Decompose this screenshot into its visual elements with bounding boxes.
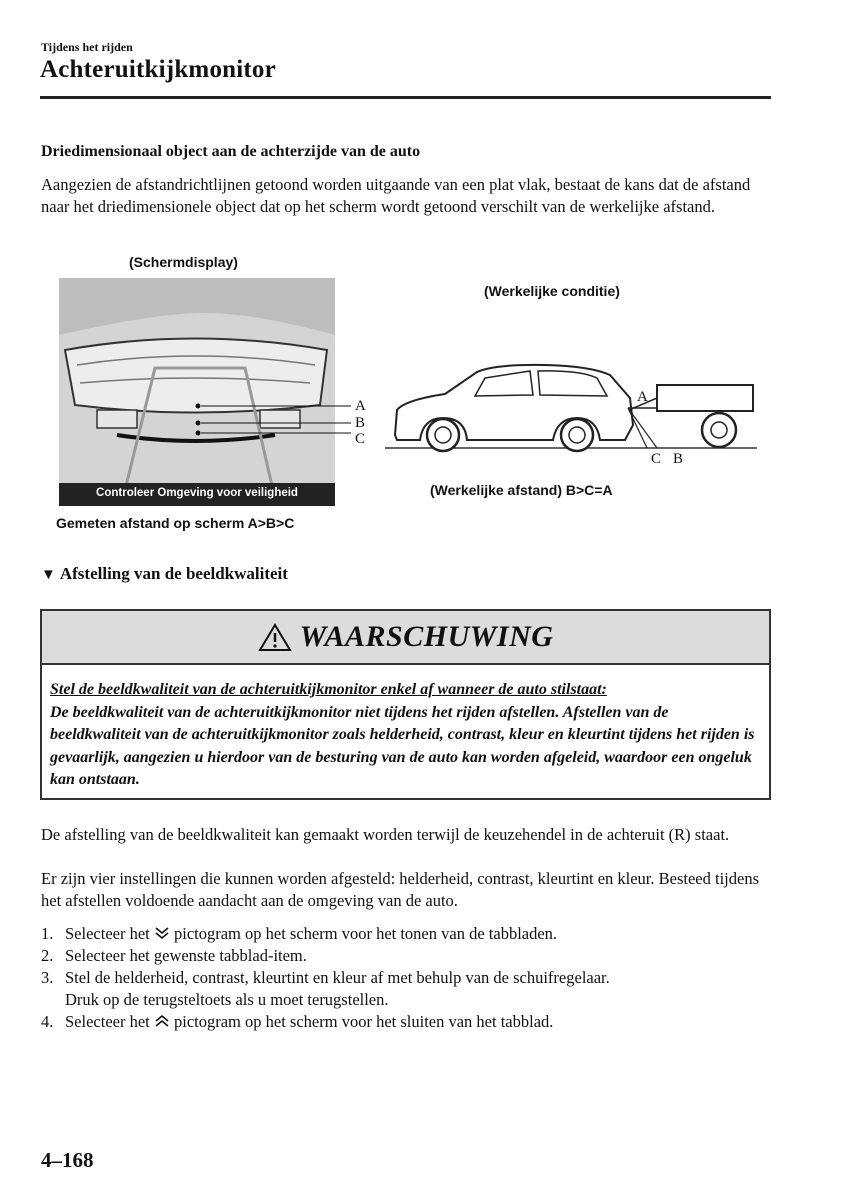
right-light xyxy=(260,410,300,428)
step-number: 3. xyxy=(41,968,54,987)
subheading-image-quality xyxy=(41,564,288,584)
chevron-double-down-icon xyxy=(154,926,170,940)
warning-lead: Stel de beeldkwaliteit van de achteruitkijkmonitor enkel af wanneer de auto stilstaat: xyxy=(50,681,607,698)
list-item xyxy=(41,923,771,945)
bumper-outline xyxy=(65,339,327,413)
warning-body: De beeldkwaliteit van de achteruitkijkmonitor niet tijdens het rijden afstellen. Afstellen van de beeldkwaliteit van de achteruitkijkmonitor zoals helderheid, contrast, kleur en kleurtint tijdens het rijden is gevaarlijk, aangezien u hierdoor van de besturing van de auto kan worden afgeleid, waardoor een ongeluk kan ontstaan. xyxy=(50,703,755,788)
label-c-actual: C xyxy=(651,451,662,467)
screen-display-title: (Schermdisplay) xyxy=(129,254,238,270)
warning-box xyxy=(40,609,771,800)
paragraph-adjustment: De afstelling van de beeldkwaliteit kan gemaakt worden terwijl de keuzehendel in de achteruit (R) staat. xyxy=(41,825,730,844)
front-hub xyxy=(435,427,451,443)
trailer-hub xyxy=(711,422,727,438)
actual-caption: (Werkelijke afstand) B>C=A xyxy=(430,482,613,498)
page-title: Achteruitkijkmonitor xyxy=(40,56,276,83)
actual-condition-illustration xyxy=(385,350,765,460)
point-c xyxy=(196,431,201,436)
left-light xyxy=(97,410,137,428)
step-text: Selecteer het gewenste tabblad-item. xyxy=(65,946,307,965)
subheading-3d-object: Driedimensionaal object aan de achterzijde van de auto xyxy=(41,143,421,160)
label-a-screen: A xyxy=(355,398,366,414)
label-c-screen: C xyxy=(355,431,366,447)
warning-title: WAARSCHUWING xyxy=(299,620,554,653)
step-text: Stel de helderheid, contrast, kleurtint en kleur af met behulp van de schuifregelaar. xyxy=(65,968,610,987)
step-continuation: Druk op de terugsteltoets als u moet terugstellen. xyxy=(65,990,389,1009)
list-item xyxy=(41,1011,771,1033)
step-number: 4. xyxy=(41,1012,54,1031)
section-label: Tijdens het rijden xyxy=(41,40,133,54)
page-number: 4–168 xyxy=(41,1148,94,1172)
list-item xyxy=(41,945,771,967)
chevron-double-up-icon xyxy=(154,1014,170,1028)
step-number: 1. xyxy=(41,924,54,943)
step-text xyxy=(65,923,557,945)
warning-text xyxy=(50,679,762,792)
paragraph-3d-object: Aangezien de afstandrichtlijnen getoond worden uitgaande van een plat vlak, bestaat de kans dat de afstand naar het driedimensionele object dat op het scherm wordt getoond verschilt van de werkelijke afstand. xyxy=(41,175,751,216)
label-a-actual: A xyxy=(637,389,648,405)
label-b-actual: B xyxy=(673,451,684,467)
step-text xyxy=(65,1011,553,1033)
trailer-box xyxy=(657,385,753,411)
subheading-image-quality-text: Afstelling van de beeldkwaliteit xyxy=(59,564,288,583)
title-divider xyxy=(40,96,771,99)
warning-header xyxy=(42,611,769,665)
step-number: 2. xyxy=(41,946,54,965)
rear-hub xyxy=(569,427,585,443)
point-b xyxy=(196,421,201,426)
warning-triangle-icon xyxy=(258,622,292,652)
step-text-pre: Selecteer het xyxy=(65,924,150,943)
screen-display-illustration xyxy=(55,275,385,510)
actual-condition-title: (Werkelijke conditie) xyxy=(484,283,620,299)
point-a xyxy=(196,404,201,409)
step-text-pre: Selecteer het xyxy=(65,1012,150,1031)
list-item xyxy=(41,967,771,989)
triangle-down-icon: ▼ xyxy=(41,567,56,583)
paragraph-settings: Er zijn vier instellingen die kunnen worden afgesteld: helderheid, contrast, kleurtint en kleur. Besteed tijdens het afstellen voldoende aandacht aan de omgeving van de auto. xyxy=(41,869,759,910)
screen-caption: Gemeten afstand op scherm A>B>C xyxy=(56,515,295,531)
screen-banner-text: Controleer Omgeving voor veiligheid xyxy=(96,487,298,499)
step-text-post: pictogram op het scherm voor het tonen van de tabbladen. xyxy=(174,924,558,943)
step-text-post: pictogram op het scherm voor het sluiten van het tabblad. xyxy=(174,1012,554,1031)
steps-list xyxy=(41,923,771,1033)
label-b-screen: B xyxy=(355,415,366,431)
